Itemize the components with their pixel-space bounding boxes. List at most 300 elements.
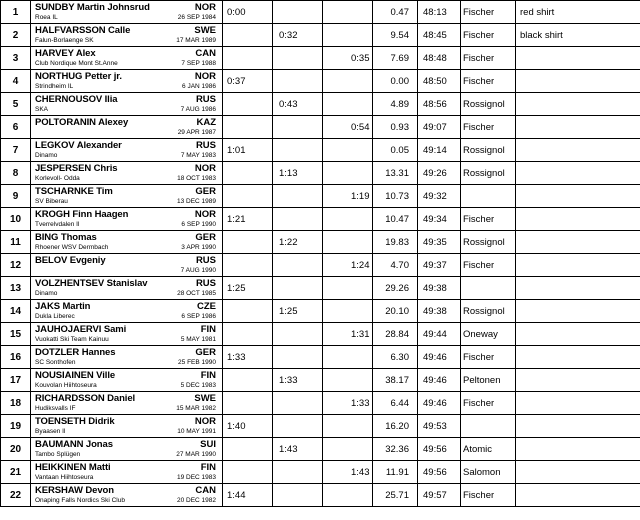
split-2-cell [273,392,323,415]
finish-time-cell: 48:45 [418,24,461,47]
note-cell [516,139,640,162]
rank-cell: 21 [1,461,31,484]
points-cell: 9.54 [373,24,418,47]
nation-code: SWE [194,393,216,404]
rank-cell: 19 [1,415,31,438]
rank-cell: 3 [1,47,31,70]
finish-time-cell: 49:14 [418,139,461,162]
table-row [1,139,640,162]
birth-date: 19 DEC 1983 [176,474,216,481]
club-name: Tverrelvdalen Il [35,221,80,228]
nation-code: SUI [200,439,216,450]
note-cell [516,392,640,415]
nation-code: FIN [200,324,216,335]
athlete-name: DOTZLER Hannes [35,347,116,358]
club-name: Rhoener WSV Dermbach [35,244,109,251]
split-1-cell [223,162,273,185]
ski-brand-cell: Atomic [461,438,516,461]
athlete-cell [31,47,223,70]
note-cell [516,231,640,254]
finish-time-cell: 49:34 [418,208,461,231]
split-2-cell [273,415,323,438]
rank-cell: 5 [1,93,31,116]
finish-time-cell: 49:53 [418,415,461,438]
rank-cell: 6 [1,116,31,139]
split-2-cell [273,70,323,93]
table-row [1,47,640,70]
nation-code: CAN [195,485,216,496]
ski-brand-cell [461,185,516,208]
split-2-cell: 1:13 [273,162,323,185]
finish-time-cell: 49:35 [418,231,461,254]
split-1-cell: 1:25 [223,277,273,300]
finish-time-cell: 48:56 [418,93,461,116]
nation-code: GER [195,186,216,197]
finish-time-cell: 49:37 [418,254,461,277]
table-row [1,116,640,139]
nation-code: NOR [194,416,216,427]
birth-date: 3 APR 1990 [181,244,216,251]
points-cell: 6.44 [373,392,418,415]
split-2-cell: 1:43 [273,438,323,461]
finish-time-cell: 48:50 [418,70,461,93]
athlete-name: JESPERSEN Chris [35,163,118,174]
points-cell: 16.20 [373,415,418,438]
split-1-cell [223,392,273,415]
nation-code: CAN [195,48,216,59]
athlete-cell [31,208,223,231]
note-cell [516,300,640,323]
finish-time-cell: 49:46 [418,392,461,415]
athlete-name: NOUSIAINEN Ville [35,370,116,381]
club-name: Strindheim IL [35,83,74,90]
club-name: Kouvolan Hiihtoseura [35,382,97,389]
nation-code: GER [195,232,216,243]
birth-date: 17 MAR 1989 [176,37,216,44]
rank-cell: 20 [1,438,31,461]
split-3-cell [323,24,373,47]
ski-brand-cell: Oneway [461,323,516,346]
rank-cell: 15 [1,323,31,346]
nation-code: RUS [195,94,216,105]
table-row [1,70,640,93]
rank-cell: 11 [1,231,31,254]
finish-time-cell: 49:46 [418,369,461,392]
athlete-name: KROGH Finn Haagen [35,209,129,220]
split-2-cell [273,254,323,277]
table-row [1,346,640,369]
athlete-cell [31,415,223,438]
ski-brand-cell: Fischer [461,208,516,231]
split-3-cell [323,346,373,369]
nation-code: NOR [194,71,216,82]
points-cell: 0.47 [373,1,418,24]
athlete-name: CHERNOUSOV Ilia [35,94,118,105]
split-2-cell [273,208,323,231]
athlete-name: HEIKKINEN Matti [35,462,111,473]
club-name: Korlevoll- Odda [35,175,80,182]
athlete-cell [31,461,223,484]
club-name: SC Sonthofen [35,359,76,366]
note-cell [516,369,640,392]
split-3-cell: 1:43 [323,461,373,484]
athlete-cell [31,116,223,139]
finish-time-cell: 49:38 [418,300,461,323]
split-2-cell: 0:32 [273,24,323,47]
split-3-cell: 1:33 [323,392,373,415]
club-name: Roea IL [35,14,58,21]
split-3-cell [323,300,373,323]
split-1-cell [223,93,273,116]
athlete-cell [31,70,223,93]
athlete-name: NORTHUG Petter jr. [35,71,122,82]
rank-cell: 10 [1,208,31,231]
ski-brand-cell [461,277,516,300]
table-row [1,392,640,415]
rank-cell: 1 [1,1,31,24]
split-1-cell: 1:40 [223,415,273,438]
table-row [1,93,640,116]
split-2-cell [273,484,323,507]
birth-date: 13 DEC 1989 [176,198,216,205]
note-cell [516,93,640,116]
club-name: Vuokatti Ski Team Kainuu [35,336,109,343]
split-2-cell [273,277,323,300]
finish-time-cell: 49:07 [418,116,461,139]
split-1-cell [223,24,273,47]
note-cell [516,208,640,231]
split-1-cell [223,231,273,254]
birth-date: 7 AUG 1986 [180,106,216,113]
athlete-cell [31,139,223,162]
athlete-name: POLTORANIN Alexey [35,117,129,128]
split-1-cell: 0:00 [223,1,273,24]
points-cell: 19.83 [373,231,418,254]
birth-date: 18 OCT 1983 [177,175,216,182]
athlete-cell [31,300,223,323]
split-1-cell: 1:01 [223,139,273,162]
athlete-cell [31,1,223,24]
split-3-cell: 0:35 [323,47,373,70]
split-1-cell [223,323,273,346]
birth-date: 15 MAR 1982 [176,405,216,412]
note-cell: red shirt [516,1,640,24]
finish-time-cell: 49:32 [418,185,461,208]
split-2-cell [273,323,323,346]
birth-date: 7 AUG 1990 [180,267,216,274]
points-cell: 28.84 [373,323,418,346]
finish-time-cell: 49:26 [418,162,461,185]
rank-cell: 12 [1,254,31,277]
finish-time-cell: 49:44 [418,323,461,346]
table-row [1,1,640,24]
club-name: Onaping Falls Nordics Ski Club [35,497,125,504]
club-name: Dinamo [35,152,58,159]
athlete-name: HALFVARSSON Calle [35,25,131,36]
club-name: Tambo Splügen [35,451,81,458]
birth-date: 25 FEB 1990 [178,359,216,366]
finish-time-cell: 48:13 [418,1,461,24]
note-cell [516,116,640,139]
rank-cell: 14 [1,300,31,323]
ski-brand-cell: Rossignol [461,93,516,116]
split-1-cell [223,47,273,70]
points-cell: 25.71 [373,484,418,507]
split-1-cell [223,438,273,461]
athlete-name: KERSHAW Devon [35,485,114,496]
athlete-cell [31,162,223,185]
athlete-name: JAKS Martin [35,301,91,312]
athlete-name: BELOV Evgeniy [35,255,106,266]
nation-code: NOR [194,2,216,13]
athlete-name: TOENSETH Didrik [35,416,115,427]
table-row [1,24,640,47]
rank-cell: 17 [1,369,31,392]
table-row [1,300,640,323]
club-name: Falun-Borlaenge SK [35,37,94,44]
nation-code: KAZ [196,117,216,128]
rank-cell: 2 [1,24,31,47]
nation-code: SWE [194,25,216,36]
ski-brand-cell: Fischer [461,116,516,139]
split-1-cell [223,185,273,208]
athlete-cell [31,24,223,47]
athlete-name: TSCHARNKE Tim [35,186,113,197]
club-name: SKA [35,106,49,113]
athlete-cell [31,392,223,415]
split-3-cell [323,70,373,93]
table-row [1,162,640,185]
athlete-cell [31,254,223,277]
finish-time-cell: 49:56 [418,461,461,484]
ski-brand-cell: Salomon [461,461,516,484]
athlete-name: RICHARDSSON Daniel [35,393,136,404]
birth-date: 10 MAY 1991 [177,428,216,435]
table-row [1,254,640,277]
points-cell: 29.26 [373,277,418,300]
athlete-name: LEGKOV Alexander [35,140,122,151]
ski-brand-cell [461,415,516,438]
birth-date: 6 SEP 1986 [181,313,216,320]
birth-date: 26 SEP 1984 [177,14,216,21]
rank-cell: 7 [1,139,31,162]
athlete-name: SUNDBY Martin Johnsrud [35,2,150,13]
points-cell: 7.69 [373,47,418,70]
points-cell: 10.73 [373,185,418,208]
table-row [1,185,640,208]
split-3-cell [323,231,373,254]
ski-brand-cell: Rossignol [461,139,516,162]
birth-date: 20 DEC 1982 [176,497,216,504]
split-2-cell [273,139,323,162]
club-name: Hudiksvalls IF [35,405,76,412]
athlete-cell [31,323,223,346]
note-cell [516,70,640,93]
split-3-cell [323,162,373,185]
table-row [1,484,640,507]
club-name: Byaasen Il [35,428,66,435]
note-cell [516,484,640,507]
split-3-cell [323,484,373,507]
note-cell [516,346,640,369]
nation-code: FIN [200,370,216,381]
note-cell [516,254,640,277]
athlete-cell [31,185,223,208]
split-3-cell: 1:24 [323,254,373,277]
birth-date: 6 JAN 1986 [182,83,216,90]
rank-cell: 16 [1,346,31,369]
points-cell: 4.89 [373,93,418,116]
note-cell: black shirt [516,24,640,47]
split-3-cell [323,208,373,231]
birth-date: 27 MAR 1990 [176,451,216,458]
athlete-name: JAUHOJAERVI Sami [35,324,127,335]
points-cell: 10.47 [373,208,418,231]
rank-cell: 18 [1,392,31,415]
ski-brand-cell: Fischer [461,70,516,93]
birth-date: 29 APR 1987 [177,129,216,136]
split-3-cell [323,139,373,162]
split-1-cell: 0:37 [223,70,273,93]
nation-code: CZE [197,301,216,312]
athlete-cell [31,231,223,254]
finish-time-cell: 49:56 [418,438,461,461]
split-2-cell: 1:25 [273,300,323,323]
ski-brand-cell: Fischer [461,24,516,47]
split-2-cell [273,116,323,139]
points-cell: 11.91 [373,461,418,484]
split-2-cell [273,1,323,24]
club-name: Dinamo [35,290,58,297]
split-1-cell [223,369,273,392]
note-cell [516,162,640,185]
split-2-cell [273,461,323,484]
ski-brand-cell: Fischer [461,392,516,415]
split-3-cell: 1:31 [323,323,373,346]
nation-code: RUS [195,140,216,151]
athlete-cell [31,277,223,300]
table-row [1,438,640,461]
athlete-cell [31,93,223,116]
rank-cell: 8 [1,162,31,185]
athlete-cell [31,484,223,507]
nation-code: NOR [194,163,216,174]
points-cell: 0.05 [373,139,418,162]
split-3-cell [323,93,373,116]
table-row [1,369,640,392]
split-3-cell [323,369,373,392]
rank-cell: 13 [1,277,31,300]
split-1-cell [223,461,273,484]
note-cell [516,323,640,346]
birth-date: 6 SEP 1990 [181,221,216,228]
split-3-cell: 0:54 [323,116,373,139]
split-2-cell [273,47,323,70]
birth-date: 7 SEP 1988 [181,60,216,67]
ski-brand-cell: Rossignol [461,300,516,323]
club-name: Dukla Liberec [35,313,75,320]
split-1-cell [223,300,273,323]
rank-cell: 9 [1,185,31,208]
table-row [1,461,640,484]
note-cell [516,415,640,438]
points-cell: 4.70 [373,254,418,277]
athlete-name: VOLZHENTSEV Stanislav [35,278,148,289]
athlete-cell [31,369,223,392]
birth-date: 7 MAY 1983 [180,152,216,159]
table-row [1,208,640,231]
split-1-cell: 1:44 [223,484,273,507]
split-1-cell: 1:21 [223,208,273,231]
ski-brand-cell: Fischer [461,254,516,277]
finish-time-cell: 49:38 [418,277,461,300]
note-cell [516,438,640,461]
rank-cell: 22 [1,484,31,507]
athlete-name: HARVEY Alex [35,48,96,59]
ski-brand-cell: Fischer [461,1,516,24]
ski-brand-cell: Fischer [461,484,516,507]
birth-date: 5 DEC 1983 [180,382,216,389]
ski-brand-cell: Fischer [461,346,516,369]
note-cell [516,47,640,70]
note-cell [516,185,640,208]
table-row [1,415,640,438]
split-1-cell [223,116,273,139]
club-name: SV Biberau [35,198,68,205]
rank-cell: 4 [1,70,31,93]
points-cell: 0.93 [373,116,418,139]
split-2-cell: 0:43 [273,93,323,116]
split-3-cell [323,438,373,461]
split-2-cell: 1:22 [273,231,323,254]
nation-code: FIN [200,462,216,473]
split-1-cell [223,254,273,277]
finish-time-cell: 48:48 [418,47,461,70]
nation-code: RUS [195,278,216,289]
finish-time-cell: 49:57 [418,484,461,507]
nation-code: NOR [194,209,216,220]
athlete-name: BAUMANN Jonas [35,439,113,450]
points-cell: 13.31 [373,162,418,185]
split-2-cell: 1:33 [273,369,323,392]
points-cell: 0.00 [373,70,418,93]
table-row [1,277,640,300]
split-2-cell [273,185,323,208]
athlete-name: BING Thomas [35,232,97,243]
points-cell: 38.17 [373,369,418,392]
ski-brand-cell: Fischer [461,47,516,70]
points-cell: 32.36 [373,438,418,461]
table-row [1,231,640,254]
birth-date: 28 OCT 1985 [177,290,216,297]
ski-brand-cell: Peltonen [461,369,516,392]
club-name: Vantaan Hiihtoseura [35,474,94,481]
athlete-cell [31,438,223,461]
ski-brand-cell: Rossignol [461,162,516,185]
note-cell [516,277,640,300]
points-cell: 20.10 [373,300,418,323]
ski-brand-cell: Rossignol [461,231,516,254]
nation-code: GER [195,347,216,358]
birth-date: 5 MAY 1981 [180,336,216,343]
split-3-cell [323,415,373,438]
athlete-cell [31,346,223,369]
nation-code: RUS [195,255,216,266]
split-3-cell: 1:19 [323,185,373,208]
points-cell: 6.30 [373,346,418,369]
note-cell [516,461,640,484]
results-body [1,1,640,507]
